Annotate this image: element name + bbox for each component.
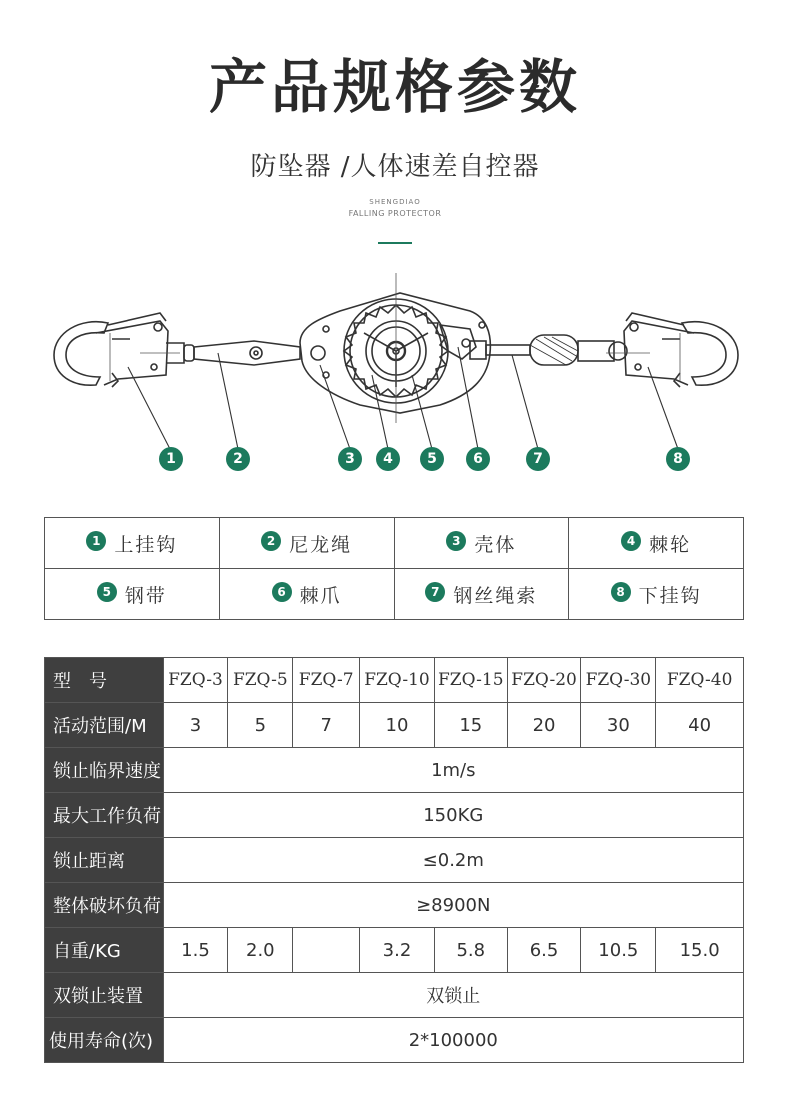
table-row — [45, 658, 744, 703]
row-header-lock-distance: 锁止距离 — [45, 838, 164, 883]
legend-label: 棘轮 — [649, 533, 692, 556]
table-row — [45, 703, 744, 748]
legend-item — [45, 518, 220, 569]
table-row — [45, 973, 744, 1018]
product-name-english: FALLING PROTECTOR — [348, 209, 442, 218]
weight-cell: 15.0 — [656, 928, 744, 973]
row-header-break-load: 整体破坏负荷 — [45, 883, 164, 928]
model-cell: FZQ-5 — [228, 658, 293, 703]
model-cell: FZQ-3 — [163, 658, 228, 703]
callout-1: 1 — [159, 447, 183, 471]
table-row — [45, 928, 744, 973]
row-header-lock-speed: 锁止临界速度 — [45, 748, 164, 793]
weight-cell: 6.5 — [507, 928, 581, 973]
legend-label: 棘爪 — [299, 584, 342, 607]
legend-item — [394, 518, 569, 569]
spec-table — [44, 657, 744, 1063]
row-header-double-lock: 双锁止装置 — [45, 973, 164, 1018]
model-cell: FZQ-20 — [507, 658, 581, 703]
legend-number: 6 — [272, 582, 292, 602]
upper-hook-drawing — [54, 313, 168, 387]
accent-line — [378, 242, 412, 244]
model-cell: FZQ-10 — [360, 658, 435, 703]
range-cell: 3 — [163, 703, 228, 748]
row-header-range: 活动范围/M — [45, 703, 164, 748]
legend-number: 8 — [611, 582, 631, 602]
weight-cell: 5.8 — [434, 928, 507, 973]
lower-hook-drawing — [624, 313, 738, 387]
table-row — [45, 1018, 744, 1063]
model-cell: FZQ-30 — [581, 658, 656, 703]
callout-8: 8 — [666, 447, 690, 471]
legend-number: 1 — [86, 531, 106, 551]
lock-speed-value: 1m/s — [163, 748, 743, 793]
callout-6: 6 — [466, 447, 490, 471]
weight-cell: 10.5 — [581, 928, 656, 973]
legend-item — [219, 569, 394, 620]
table-row — [45, 883, 744, 928]
legend-label: 壳体 — [474, 533, 517, 556]
housing-drawing — [300, 293, 490, 413]
row-header-model: 型 号 — [45, 658, 164, 703]
legend-number: 2 — [261, 531, 281, 551]
max-load-value: 150KG — [163, 793, 743, 838]
row-header-max-load: 最大工作负荷 — [45, 793, 164, 838]
range-cell: 20 — [507, 703, 581, 748]
callout-2: 2 — [226, 447, 250, 471]
model-cell: FZQ-40 — [656, 658, 744, 703]
legend-item — [569, 518, 744, 569]
range-cell: 40 — [656, 703, 744, 748]
range-cell: 5 — [228, 703, 293, 748]
legend-number: 7 — [425, 582, 445, 602]
legend-label: 下挂钩 — [638, 584, 702, 607]
range-cell: 30 — [581, 703, 656, 748]
nylon-rope-drawing — [194, 341, 300, 365]
legend-item — [569, 569, 744, 620]
weight-cell — [293, 928, 360, 973]
range-cell: 10 — [360, 703, 435, 748]
table-row — [45, 838, 744, 883]
legend-item — [45, 569, 220, 620]
legend-label: 尼龙绳 — [289, 533, 353, 556]
legend-number: 5 — [97, 582, 117, 602]
callout-5: 5 — [420, 447, 444, 471]
double-lock-value: 双锁止 — [163, 973, 743, 1018]
page-title: 产品规格参数 — [208, 53, 581, 121]
weight-cell: 3.2 — [360, 928, 435, 973]
legend-label: 钢带 — [124, 584, 167, 607]
row-header-life: 使用寿命(次) — [45, 1018, 164, 1063]
lock-distance-value: ≤0.2m — [163, 838, 743, 883]
callout-4: 4 — [376, 447, 400, 471]
legend-item — [394, 569, 569, 620]
product-subtitle: 防坠器 /人体速差自控器 — [250, 152, 540, 182]
legend-item — [219, 518, 394, 569]
callout-7: 7 — [526, 447, 550, 471]
weight-cell: 1.5 — [163, 928, 228, 973]
legend-label: 上挂钩 — [114, 533, 178, 556]
weight-cell: 2.0 — [228, 928, 293, 973]
range-cell: 7 — [293, 703, 360, 748]
range-cell: 15 — [434, 703, 507, 748]
parts-legend — [44, 517, 744, 620]
model-cell: FZQ-15 — [434, 658, 507, 703]
callout-3: 3 — [338, 447, 362, 471]
life-value: 2*100000 — [163, 1018, 743, 1063]
brand-name-english: SHENGDIAO — [369, 198, 421, 206]
table-row — [45, 793, 744, 838]
model-cell: FZQ-7 — [293, 658, 360, 703]
break-load-value: ≥8900N — [163, 883, 743, 928]
legend-number: 4 — [621, 531, 641, 551]
table-row — [45, 748, 744, 793]
legend-number: 3 — [446, 531, 466, 551]
legend-label: 钢丝绳索 — [453, 584, 538, 607]
row-header-weight: 自重/KG — [45, 928, 164, 973]
